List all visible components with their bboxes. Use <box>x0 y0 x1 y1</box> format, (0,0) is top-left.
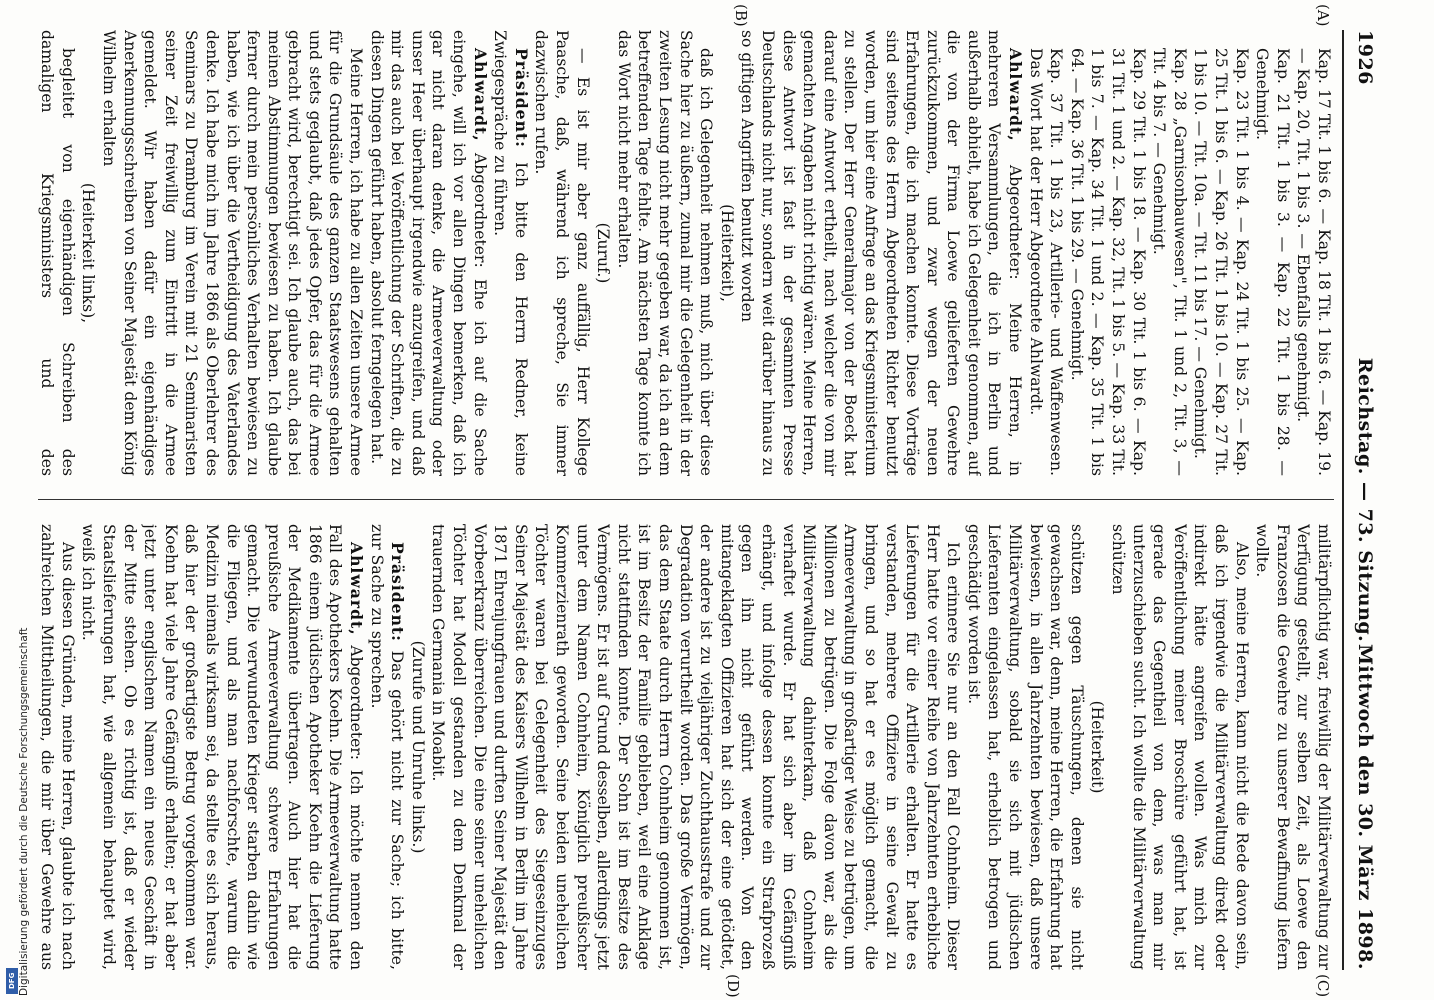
speaker-name: Ahlwardt, <box>1006 48 1026 142</box>
budget-item <box>1252 30 1293 476</box>
paragraph-text: militärpflichtig war, freiwillig der Militärverwaltung zur Verfügung gestellt, zur selben Zeit, als Loewe den Franzosen die Gewehre zu unserer Bewaffnung liefern wollte. <box>1253 524 1333 970</box>
left-column <box>34 30 1334 476</box>
speech-paragraph <box>490 30 531 476</box>
page-date: Mittwoch den 30. März 1898. <box>1354 643 1376 970</box>
paragraph-text: schützen gegen Täuschungen, denen sie nicht gewachsen war, denn, meine Herren, die Erfahrung hat bewiesen, in allen Jahrzehnten bewiesen, daß unsere Militärverwaltung, sobald sie sich mit jüdischen Lieferanten eingelassen hat, erheblich betrogen und geschädigt worden ist. <box>964 524 1086 970</box>
column-divider <box>38 499 1334 500</box>
paragraph <box>428 524 963 970</box>
interjection <box>593 30 614 476</box>
paragraph-text: Ich bitte den Herrn Redner, keine Zwiegespräche zu führen. <box>491 30 530 476</box>
dfg-logo-icon: DFG <box>6 968 18 994</box>
paragraph-text: Ich erinnere Sie nur an den Fall Cohnheim. Dieser Herr hatte vor einer Reihe von Jahrzehnten erhebliche Lieferungen für die Artillerie erhalten. Er hatte es verstanden, mehrere Offiziere in seine Gewalt zu bringen, und so hat er es möglich gemacht, die Armeeverwaltung in großartiger Weise zu betrügen, um Millionen zu betrügen. Die Folge davon war, als die Militärverwaltung dahinterkam, daß Cohnheim verhaftet wurde. Er hat sich aber im Gefängniß erhängt, und infolge dessen konnte ein Strafprozeß gegen ihn nicht geführt werden. Von den mitangeklagten Offizieren hat sich der eine getödtet, der andere ist zu vieljähriger Zuchthausstrafe und zur Degradation verurtheilt worden. Das große Vermögen, das dem Staate durch Herrn Cohnheim genommen ist, ist im Besitz der Familie geblieben, weil eine Anklage nicht stattfinden konnte. Der Sohn ist im Besitze des Vermögens. Er ist auf Grund desselben, allerdings jetzt unter dem Namen Cohnheim, Königlich preußischer Kommerzienrath geworden. Seine beiden unehelichen Töchter waren bei Gelegenheit des Siegeseinzuges Seiner Majestät des Kaisers Wilhelm in Berlin im Jahre 1871 Ehrenjungfrauen und durften Seiner Majestät den Vorbeerkranz überreichen. Die eine seiner unehelichen Töchter hat Modell gestanden zu dem Denkmal der trauernden Germania in Moabit. <box>429 524 963 970</box>
paragraph-text: Kap. 28 „Garnisonbauwesen", Tit. 1 und 2, Tit. 3, — Tit. 4 bis 7. — Genehmigt. <box>1150 48 1189 476</box>
paragraph <box>1107 524 1251 970</box>
budget-item <box>1190 30 1252 476</box>
page-title: Reichstag. — 73. Sitzung. <box>1354 357 1376 643</box>
paragraph <box>98 30 366 476</box>
speaker-name: Ahlwardt, <box>347 542 367 636</box>
paragraph <box>531 30 593 476</box>
paragraph-text: (Heiterkeit), <box>717 204 736 302</box>
budget-item <box>1066 30 1148 476</box>
paragraph-text: (Heiterkeit links), <box>79 182 98 324</box>
paragraph-text: Abgeordneter: Meine Herren, in mehreren Versammlungen, die ich in Berlin und außerhalb abhielt, habe ich Gelegenheit genommen, auf die von der Firma Loewe gelieferten Gewehre zurückzukommen, und zwar wegen der neuen Erfahrungen, die ich machen konnte. Diese Vorträge sind seitens des Herrn Abgeordneten Richter benutzt worden, um hier eine Anfrage an das Kriegsministerium zu stellen. Der Herr Generalmajor von der Boeck hat darauf eine Antwort ertheilt, nach welcher die von mir gemachten Angaben nicht richtig wären. Meine Herren, diese Antwort ist fast in der gesammten Presse Deutschlands nicht nur, sondern weit darüber hinaus zu so giftigen Angriffen benutzt worden <box>738 30 1025 476</box>
budget-item <box>1025 30 1066 476</box>
interjection <box>407 524 428 970</box>
speech-paragraph <box>78 524 366 970</box>
paragraph <box>613 30 716 476</box>
right-column <box>34 524 1334 970</box>
paragraph-text: Abgeordneter: Ich möchte nennen den Fall des Apothekers Koehn. Die Armeeverwaltung hatte 1866 einem jüdischen Apotheker Koehn die Lieferung der Medikamente übertragen. Auch hier hat die preußische Armeeverwaltung schwere Erfahrungen gemacht. Die verwundeten Krieger starben dahin wie die Fliegen, und als man nachforschte, warum die Medizin niemals wirksam sei, da stellte es sich heraus, daß hier der großartigste Betrug vorgekommen war. Koehn hat viele Jahre Gefängniß erhalten; er hat aber jetzt unter englischem Namen ein neues Geschäft in der Mitte stehen. Ob es richtig ist, daß er wieder Staatslieferungen hat, wie allgemein behauptet wird, weiß ich nicht. <box>79 524 366 970</box>
paragraph-text: Kap. 37 Tit. 1 bis 23, Artillerie- und Waffenwesen. Das Wort hat der Herr Abgeordnete Ahlwardt. <box>1026 48 1066 476</box>
paragraph-text: Also, meine Herren, kann nicht die Rede davon sein, daß ich irgendwie die Militärverwaltung direkt oder indirekt hätte angreifen wollen. Was mich zur Veröffentlichung meiner Broschüre geführt hat, ist gerade das Gegentheil von dem, was man mir unterzuschieben sucht. Ich wollte die Militärverwaltung schützen <box>1109 524 1251 970</box>
paragraph-text: (Zuruf.) <box>594 222 613 284</box>
credit-text: Digitalisierung gefördert durch die Deutsche Forschungsgemeinschaft <box>18 627 30 996</box>
paragraph <box>34 524 78 970</box>
paragraph-text: (Heiterkeit) <box>1088 700 1107 794</box>
budget-item <box>1149 30 1190 476</box>
paragraph <box>1252 524 1334 970</box>
paragraph-text: Kap. 23 Tit. 1 bis 4. — Kap. 24 Tit. 1 bis 25. — Kap. 25 Tit. 1 bis 6. — Kap. 26 Tit. 1 bis 10. — Kap. 27 Tit. 1 bis 10. — Tit. 10a. — Tit. 11 bis 17. — Genehmigt. <box>1191 48 1251 476</box>
speaker-name: Präsident: <box>388 542 408 642</box>
speech-paragraph <box>737 30 1025 476</box>
paragraph-text: Meine Herren, ich habe zu allen Zeiten unsere Armee für die Grundsäule des ganzen Staatswesens gehalten und stets geglaubt, daß jedes Opfer, das für die Armee gebracht wird, berechtigt sei. Ich glaube auch, das bei meinen Abstimmungen bewiesen zu haben. Ich glaube ferner durch mein persönliches Verhalten bewiesen zu haben, wie ich über die Vertheidigung des Vaterlandes denke. Ich habe mich im Jahre 1866 als Oberlehrer des Seminars zu Dramburg im Verein mit 21 Seminaristen seiner Zeit freiwillig zum Eintritt in die Armee gemeldet. Wir haben dafür ein eigenhändiges Anerkennungsschreiben von Seiner Majestät dem König Wilhelm erhalten <box>99 30 366 476</box>
speaker-name: Präsident: <box>511 48 531 148</box>
margin-marker-a: (A) <box>1314 4 1332 27</box>
speech-paragraph <box>366 30 490 476</box>
speech-paragraph <box>366 524 407 970</box>
paragraph-text: (Zurufe und Unruhe links.) <box>408 640 427 854</box>
speaker-name: Ahlwardt, <box>470 48 490 142</box>
budget-item <box>1293 30 1334 476</box>
interjection <box>1087 524 1108 970</box>
interjection <box>716 30 737 476</box>
interjection <box>78 30 99 476</box>
document-sheet <box>18 0 1390 1000</box>
paragraph-text: Aus diesen Gründen, meine Herren, glaubte ich nach zahlreichen Mittheilungen, die mir über Gewehre aus <box>38 524 77 970</box>
paragraph-text: daß ich Gelegenheit nehmen muß, mich über diese Sache hier zu äußern, zumal mir die Gelegenheit in der zweiten Lesung nicht mehr gegeben war, da ich an dem betreffenden Tage fehlte. Am nächsten Tage konnte ich das Wort nicht mehr erhalten. <box>614 30 716 476</box>
paragraph-text: Kap. 21 Tit. 1 bis 3. — Kap. 22 Tit. 1 bis 28. — Genehmigt. <box>1253 48 1292 476</box>
paragraph-text: Das gehört nicht zur Sache; ich bitte, zur Sache zu sprechen. <box>367 524 407 970</box>
paragraph <box>34 30 78 476</box>
margin-marker-d: (D) <box>724 974 742 998</box>
paragraph <box>963 524 1087 970</box>
paragraph-text: Kap. 29 Tit. 1 bis 18. — Kap. 30 Tit. 1 bis 6. — Kap. 31 Tit. 1 und 2. — Kap. 32, Tit. 1 bis 5. — Kap. 33 Tit. 1 bis 7. — Kap. 34 Tit. 1 und 2. — Kap. 35 Tit. 1 bis 64. — Kap. 36 Tit. 1 bis 29. — Genehmigt. <box>1067 48 1148 476</box>
page-header <box>1342 30 1380 970</box>
paragraph-text: Abgeordneter: Ehe ich auf die Sache eingehe, will ich vor allen Dingen bemerken, daß ich gar nicht daran denke, die Armeeverwaltung oder unser Heer überhaupt irgendwie anzugreifen, und daß mir das auch bei Veröffentlichung der Schriften, die zu diesen Dingen geführt haben, absolut ferngelegen hat. <box>367 30 489 476</box>
page-number: 1926 <box>1354 30 1376 85</box>
margin-marker-c: (C) <box>1314 974 1332 998</box>
paragraph-text: begleitet von eigenhändigen Schreiben des damaligen Kriegsministers und des <box>38 30 77 476</box>
margin-marker-b: (B) <box>732 4 750 27</box>
paragraph-text: — Es ist mir aber ganz auffällig, Herr Kollege Paasche, daß, während ich spreche, Sie immer dazwischen rufen. <box>532 30 592 476</box>
digitization-credit <box>2 0 30 1000</box>
paragraph-text: Kap. 17 Tit. 1 bis 6. — Kap. 18 Tit. 1 bis 6. — Kap. 19. — Kap. 20, Tit. 1 bis 3. — Ebenfalls genehmigt. <box>1294 48 1333 476</box>
